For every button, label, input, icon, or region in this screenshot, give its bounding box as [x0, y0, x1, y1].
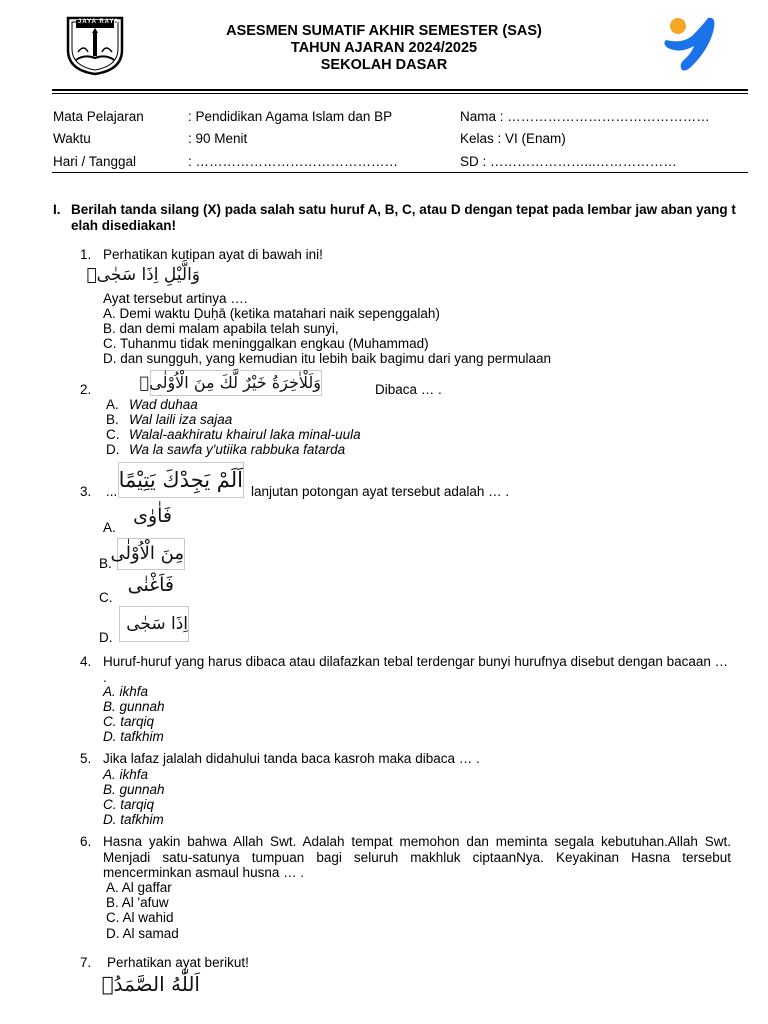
header-rule-thin: [52, 93, 748, 94]
q2-arabic-verse: وَلَلْاٰخِرَةُ خَيْرٌ لَّكَ مِنَ الْاُوْلٰىۗ: [150, 370, 322, 396]
q3-arabic-verse: اَلَمْ يَجِدْكَ يَتِيْمًا: [118, 462, 244, 498]
q6-option-c[interactable]: C. Al wahid: [106, 910, 174, 925]
q2-number: 2.: [80, 382, 92, 397]
q7-number: 7.: [80, 955, 92, 970]
q7-text: Perhatikan ayat berikut!: [107, 955, 249, 970]
q5-option-b[interactable]: B. gunnah: [103, 782, 165, 797]
header-rule-thick: [52, 89, 748, 91]
q2-option-d[interactable]: Wa la sawfa y'utiika rabbuka fatarda: [129, 442, 346, 457]
date-label: Hari / Tanggal: [53, 154, 137, 169]
q3-option-a-letter: A.: [103, 520, 116, 535]
q6-option-d[interactable]: D. Al samad: [106, 926, 179, 941]
academic-year: TAHUN AJARAN 2024/2025: [290, 40, 478, 56]
q3-option-d[interactable]: اِذَا سَجٰى: [119, 606, 189, 642]
q2-option-d-letter: D.: [106, 442, 120, 457]
q6-text: Hasna yakin bahwa Allah Swt. Adalah tempat memohon dan meminta segala kebutuhan.Allah Swt. Menjadi satu-satunya tumpuan bagi seluruh makhluk ciptaanNya. Keyakinan Hasna tersebut mencerminkan asmaul husna … .: [103, 834, 731, 880]
q2-option-a[interactable]: Wad duhaa: [129, 397, 198, 412]
date-value: : ………………………………………: [188, 154, 399, 169]
q4-option-d[interactable]: D. tafkhim: [103, 729, 164, 744]
section-instruction: Berilah tanda silang (X) pada salah satu huruf A, B, C, atau D dengan tepat pada lembar jaw aban yang telah disediakan!: [71, 202, 736, 233]
time-value: : 90 Menit: [188, 131, 248, 146]
q2-option-a-letter: A.: [106, 397, 119, 412]
q3-lead: ...: [106, 484, 118, 499]
class-field: Kelas : VI (Enam): [460, 131, 566, 146]
q6-number: 6.: [80, 834, 92, 849]
q5-option-c[interactable]: C. tarqiq: [103, 797, 155, 812]
q2-option-c[interactable]: Walal-aakhiratu khairul laka minal-uula: [129, 427, 361, 442]
logo-motto: JAYA RAYA: [78, 19, 120, 25]
q5-number: 5.: [80, 751, 92, 766]
q3-number: 3.: [80, 484, 92, 499]
q1-prompt: Ayat tersebut artinya ….: [103, 291, 248, 306]
q6-option-a[interactable]: A. Al gaffar: [106, 880, 172, 895]
q4-option-a[interactable]: A. ikhfa: [103, 684, 149, 699]
q1-number: 1.: [80, 247, 92, 262]
q1-option-b[interactable]: B. dan demi malam apabila telah sunyi,: [103, 321, 339, 336]
q5-option-a[interactable]: A. ikhfa: [103, 767, 149, 782]
q3-option-a[interactable]: فَاٰوٰى: [133, 505, 172, 527]
q2-option-c-letter: C.: [106, 427, 120, 442]
q4-option-c[interactable]: C. tarqiq: [103, 714, 155, 729]
q3-option-d-letter: D.: [99, 630, 113, 645]
q2-text: Dibaca … .: [375, 382, 442, 397]
q7-arabic-verse: اَللّٰهُ الصَّمَدُۚ: [101, 972, 200, 996]
time-label: Waktu: [53, 131, 91, 146]
q3-option-b[interactable]: مِنَ الْاُوْلٰى: [117, 538, 185, 570]
q4-number: 4.: [80, 654, 92, 669]
school-level: SEKOLAH DASAR: [320, 57, 448, 73]
q3-option-b-letter: B.: [99, 556, 112, 571]
section-number: I.: [53, 202, 61, 217]
q3-text: lanjutan potongan ayat tersebut adalah … .: [251, 484, 510, 499]
name-field: Nama : ………………………………………: [460, 109, 710, 124]
q4-text: Huruf-huruf yang harus dibaca atau dilafazkan tebal terdengar bunyi hurufnya disebut dengan bacaan … .: [103, 654, 729, 685]
q3-option-c-letter: C.: [99, 590, 113, 605]
q1-text: Perhatikan kutipan ayat di bawah ini!: [103, 247, 323, 262]
q2-option-b-letter: B.: [106, 412, 119, 427]
subject-value: : Pendidikan Agama Islam dan BP: [188, 109, 393, 124]
q1-arabic-verse: وَالَّيْلِ اِذَا سَجٰىۙ: [86, 265, 200, 285]
q3-option-c[interactable]: فَاَغْنٰى: [127, 574, 174, 596]
q2-option-b[interactable]: Wal laili iza sajaa: [129, 412, 233, 427]
q5-text: Jika lafaz jalalah didahului tanda baca kasroh maka dibaca … .: [103, 751, 480, 766]
q1-option-c[interactable]: C. Tuhanmu tidak meninggalkan engkau (Muhammad): [103, 336, 429, 351]
subject-label: Mata Pelajaran: [53, 109, 144, 124]
info-rule: [52, 172, 748, 173]
q6-option-b[interactable]: B. Al 'afuw: [106, 895, 169, 910]
exam-title: ASESMEN SUMATIF AKHIR SEMESTER (SAS): [226, 23, 542, 39]
q1-option-a[interactable]: A. Demi waktu Ḍuḥā (ketika matahari naik sepenggalah): [103, 306, 440, 321]
school-field: SD : …………………...………………: [460, 154, 677, 169]
q4-option-b[interactable]: B. gunnah: [103, 699, 165, 714]
q1-option-d[interactable]: D. dan sungguh, yang kemudian itu lebih baik bagimu dari yang permulaan: [103, 351, 552, 366]
q5-option-d[interactable]: D. tafkhim: [103, 812, 164, 827]
